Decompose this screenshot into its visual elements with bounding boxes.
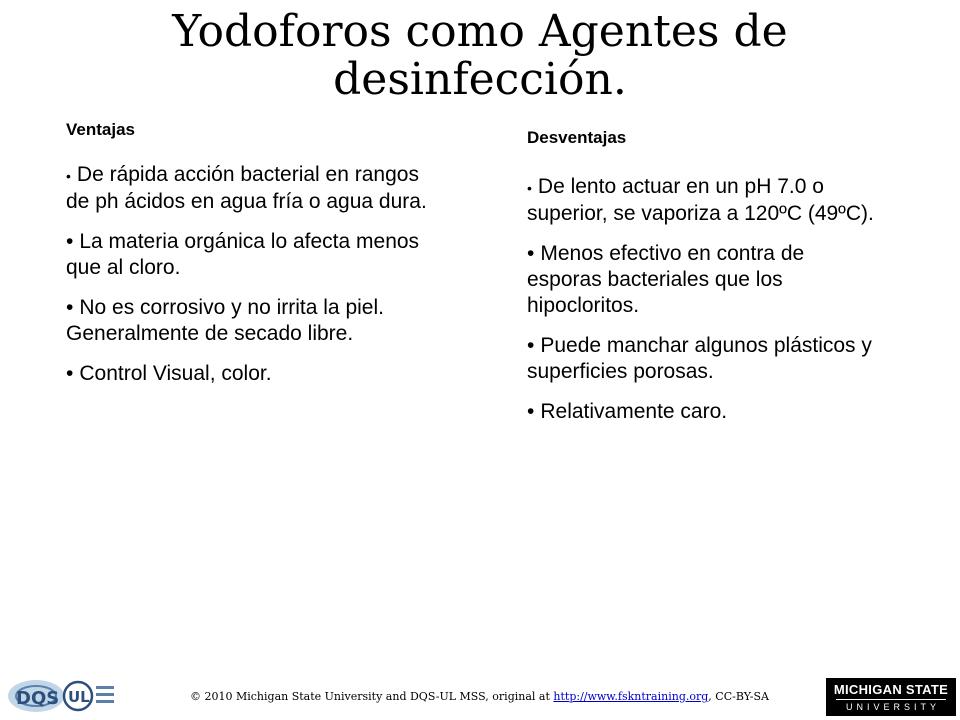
bullet-icon: • <box>66 296 74 319</box>
desventajas-column <box>527 128 877 439</box>
source-link[interactable]: http://www.fskntraining.org <box>553 690 709 703</box>
desventajas-item: • Menos efectivo en contra de esporas bacteriales que los hipocloritos. <box>527 242 805 317</box>
desventajas-item: • De lento actuar en un pH 7.0 o superior, se vaporiza a 120ºC (49ºC). <box>527 175 874 225</box>
bullet-icon: • <box>66 168 71 184</box>
ventajas-item: • La materia orgánica lo afecta menos que al cloro. <box>66 230 420 279</box>
bullet-icon: • <box>527 180 532 196</box>
slide-title: Yodoforos como Agentes de desinfección. <box>172 6 788 105</box>
bullet-icon: • <box>527 400 535 423</box>
bullet-icon: • <box>527 334 535 357</box>
bullet-icon: • <box>66 230 74 253</box>
svg-text:DQS: DQS <box>16 688 60 709</box>
bullet-icon: • <box>527 242 535 265</box>
ventajas-column <box>66 120 436 401</box>
ventajas-item: • Control Visual, color. <box>66 362 272 385</box>
desventajas-item: • Relativamente caro. <box>527 400 728 423</box>
dqs-ul-logo <box>6 676 118 716</box>
bullet-icon: • <box>66 362 74 385</box>
ventajas-item: • De rápida acción bacterial en rangos de ph ácidos en agua fría o agua dura. <box>66 163 427 213</box>
copyright-footer: © 2010 Michigan State University and DQS-UL MSS, original at http://www.fskntraining.org, CC-BY-SA <box>190 690 769 703</box>
desventajas-item: • Puede manchar algunos plásticos y superficies porosas. <box>527 334 872 383</box>
ventajas-item: • No es corrosivo y no irrita la piel. Generalmente de secado libre. <box>66 296 384 345</box>
desventajas-heading: Desventajas <box>527 128 627 147</box>
ventajas-heading: Ventajas <box>66 120 135 139</box>
svg-text:UL: UL <box>68 688 90 706</box>
msu-logo: MICHIGAN STATE UNIVERSITY <box>826 678 956 716</box>
